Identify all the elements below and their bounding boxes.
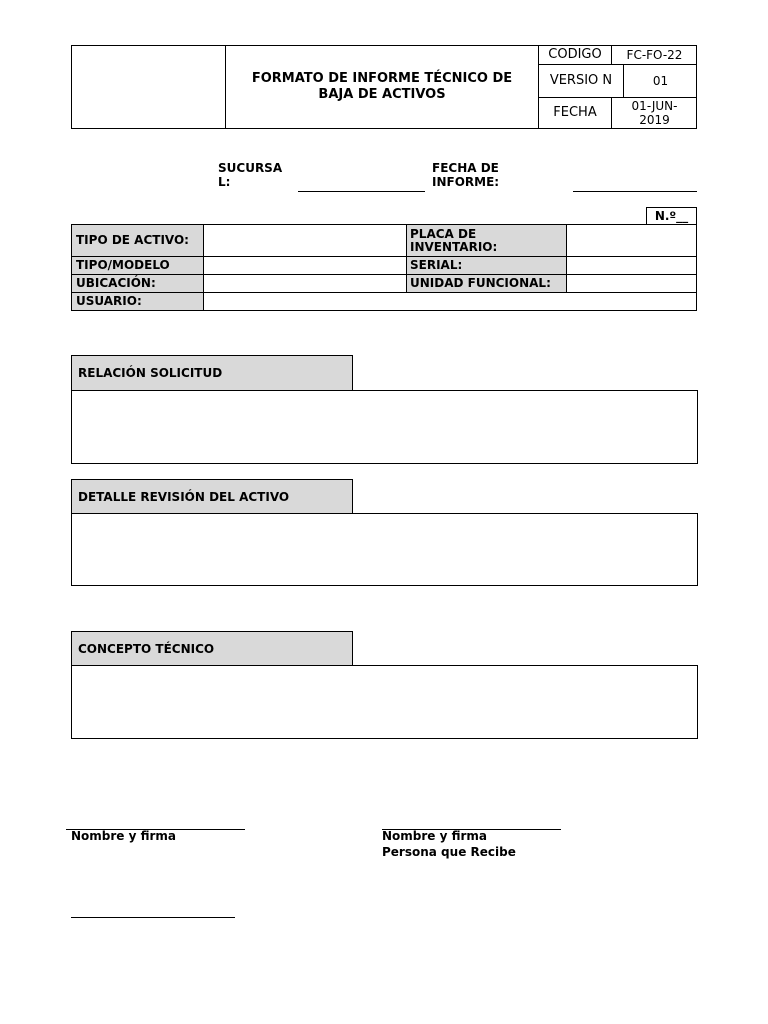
signature-line-bottom	[71, 917, 235, 918]
document-meta	[538, 46, 696, 128]
table-divider	[72, 292, 696, 293]
detalle-revision-header: DETALLE REVISIÓN DEL ACTIVO	[71, 479, 353, 514]
tipo-modelo-label: TIPO/MODELO	[72, 256, 204, 274]
table-divider	[72, 256, 696, 257]
unidad-funcional-field[interactable]	[566, 274, 696, 292]
meta-label: FECHA	[539, 97, 612, 128]
signature-right-label: Nombre y firma	[382, 829, 488, 843]
meta-label: CODIGO	[539, 46, 612, 64]
report-date-label: FECHA DE INFORME:	[432, 161, 500, 189]
meta-value: 01-JUN-2019	[631, 98, 678, 127]
meta-row-fecha	[539, 97, 697, 128]
meta-value: 01	[652, 73, 669, 88]
asset-table	[71, 224, 697, 311]
serial-label: SERIAL:	[406, 256, 566, 274]
report-date-field[interactable]	[573, 176, 697, 192]
usuario-label: USUARIO:	[72, 292, 204, 310]
meta-row-codigo	[539, 46, 697, 65]
relacion-solicitud-header: RELACIÓN SOLICITUD	[71, 355, 353, 390]
detalle-revision-textarea[interactable]	[71, 513, 698, 586]
concepto-tecnico-header: CONCEPTO TÉCNICO	[71, 631, 353, 666]
usuario-field[interactable]	[204, 292, 696, 310]
relacion-solicitud-textarea[interactable]	[71, 390, 698, 464]
unidad-funcional-label: UNIDAD FUNCIONAL:	[406, 274, 566, 292]
table-divider	[406, 225, 407, 292]
number-box: N.º__	[646, 207, 697, 225]
concepto-tecnico-textarea[interactable]	[71, 665, 698, 739]
signature-right-sublabel: Persona que Recibe	[382, 845, 516, 859]
table-divider	[203, 225, 204, 310]
tipo-activo-field[interactable]	[204, 225, 406, 256]
serial-field[interactable]	[566, 256, 696, 274]
ubicacion-field[interactable]	[204, 274, 406, 292]
table-divider	[566, 225, 567, 292]
tipo-modelo-field[interactable]	[204, 256, 406, 274]
logo-area	[72, 46, 226, 128]
placa-inventario-field[interactable]	[566, 225, 696, 256]
ubicacion-label: UBICACIÓN:	[72, 274, 204, 292]
tipo-activo-label: TIPO DE ACTIVO:	[72, 225, 204, 256]
signature-left-label: Nombre y firma	[71, 829, 177, 843]
meta-value: FC-FO-22	[626, 48, 683, 62]
document-header	[71, 45, 697, 129]
document-title: FORMATO DE INFORME TÉCNICO DE BAJA DE ACTIVOS	[251, 71, 513, 102]
placa-inventario-label: PLACA DE INVENTARIO:	[406, 225, 566, 256]
branch-label: SUCURSA L:	[218, 161, 283, 189]
meta-row-version	[539, 64, 697, 98]
table-divider	[72, 274, 696, 275]
branch-field[interactable]	[298, 176, 425, 192]
meta-label: VERSIO N	[539, 64, 624, 97]
